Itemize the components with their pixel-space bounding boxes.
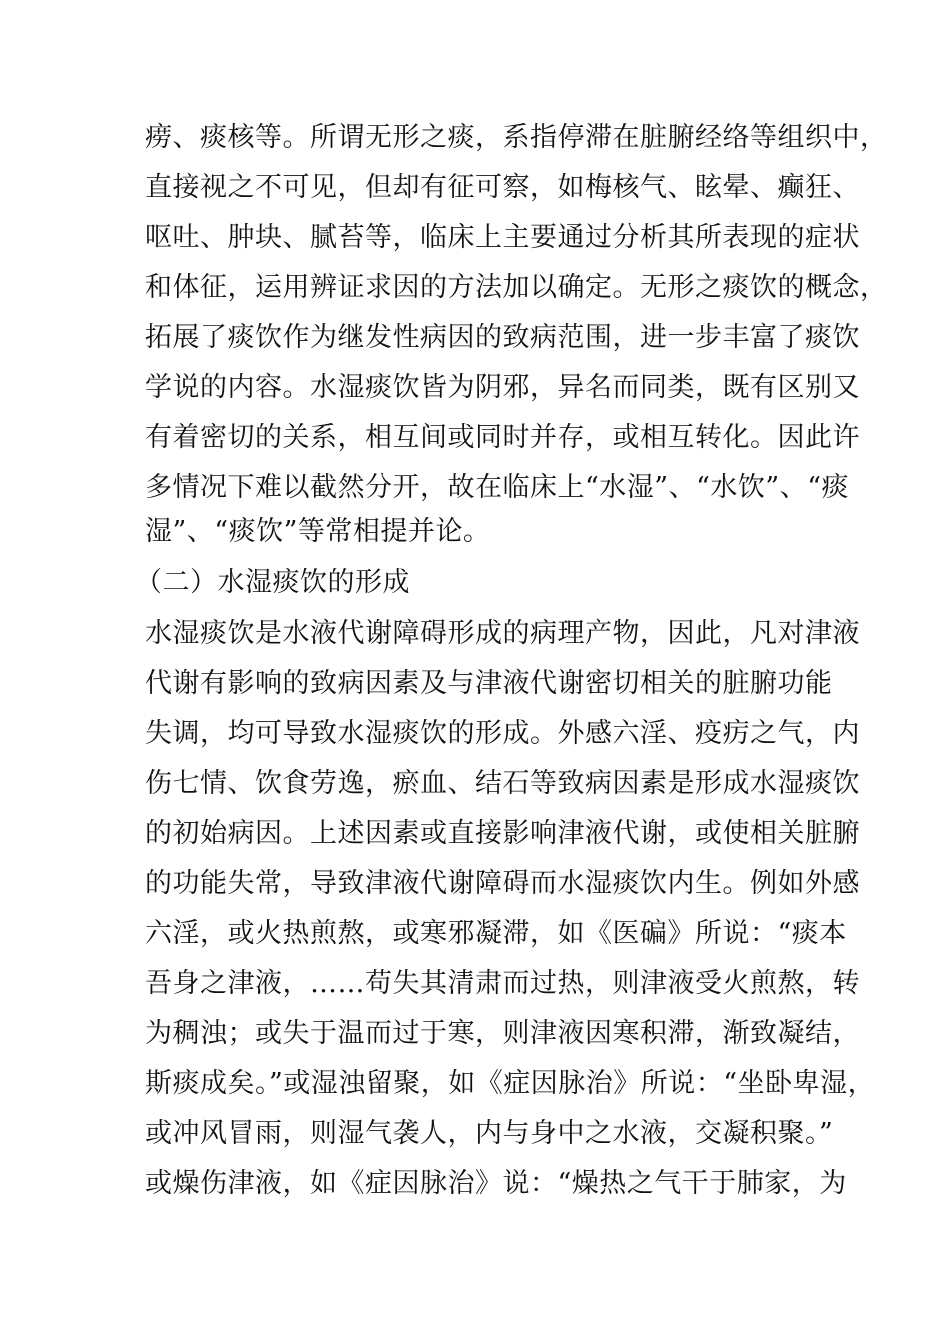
text-line: 的功能失常，导致津液代谢障碍而水湿痰饮内生。例如外感: [145, 868, 860, 899]
text-line: 为稠浊；或失于温而过于寒，则津液因寒积滞，渐致凝结，: [145, 1018, 860, 1049]
text-line: 失调，均可导致水湿痰饮的形成。外感六淫、疫疠之气，内: [145, 718, 860, 749]
text-line: 伤七情、饮食劳逸，瘀血、结石等致病因素是形成水湿痰饮: [145, 768, 860, 799]
text-line: 六淫，或火热煎熬，或寒邪凝滞，如《医碥》所说：“痰本: [145, 918, 847, 949]
text-line: 学说的内容。水湿痰饮皆为阴邪，异名而同类，既有区别又: [145, 372, 860, 403]
text-line: 和体征，运用辨证求因的方法加以确定。无形之痰饮的概念，: [145, 272, 888, 303]
text-line: 直接视之不可见，但却有征可察，如梅核气、眩晕、癫狂、: [145, 172, 860, 203]
text-line: 多情况下难以截然分开，故在临床上“水湿”、“水饮”、“痰: [145, 472, 850, 503]
text-line: 痨、痰核等。所谓无形之痰，系指停滞在脏腑经络等组织中，: [145, 122, 888, 153]
text-line: 水湿痰饮是水液代谢障碍形成的病理产物，因此，凡对津液: [145, 618, 860, 649]
text-line: 的初始病因。上述因素或直接影响津液代谢，或使相关脏腑: [145, 818, 860, 849]
text-line: 斯痰成矣。”或湿浊留聚，如《症因脉治》所说：“坐卧卑湿，: [145, 1068, 876, 1099]
text-line: 或燥伤津液，如《症因脉治》说：“燥热之气干于肺家，为: [145, 1168, 847, 1199]
text-line: 吾身之津液，……苟失其清肃而过热，则津液受火煎熬，转: [145, 968, 860, 999]
text-line: 湿”、“痰饮”等常相提并论。: [145, 516, 491, 547]
text-line: 或冲风冒雨，则湿气袭人，内与身中之水液，交凝积聚。”: [145, 1118, 834, 1149]
text-line: 拓展了痰饮作为继发性病因的致病范围，进一步丰富了痰饮: [145, 322, 860, 353]
section-heading: （二）水湿痰饮的形成: [135, 567, 410, 598]
text-line: 有着密切的关系，相互间或同时并存，或相互转化。因此许: [145, 422, 860, 453]
text-line: 呕吐、肿块、腻苔等，临床上主要通过分析其所表现的症状: [145, 222, 860, 253]
text-line: 代谢有影响的致病因素及与津液代谢密切相关的脏腑功能: [145, 668, 833, 699]
